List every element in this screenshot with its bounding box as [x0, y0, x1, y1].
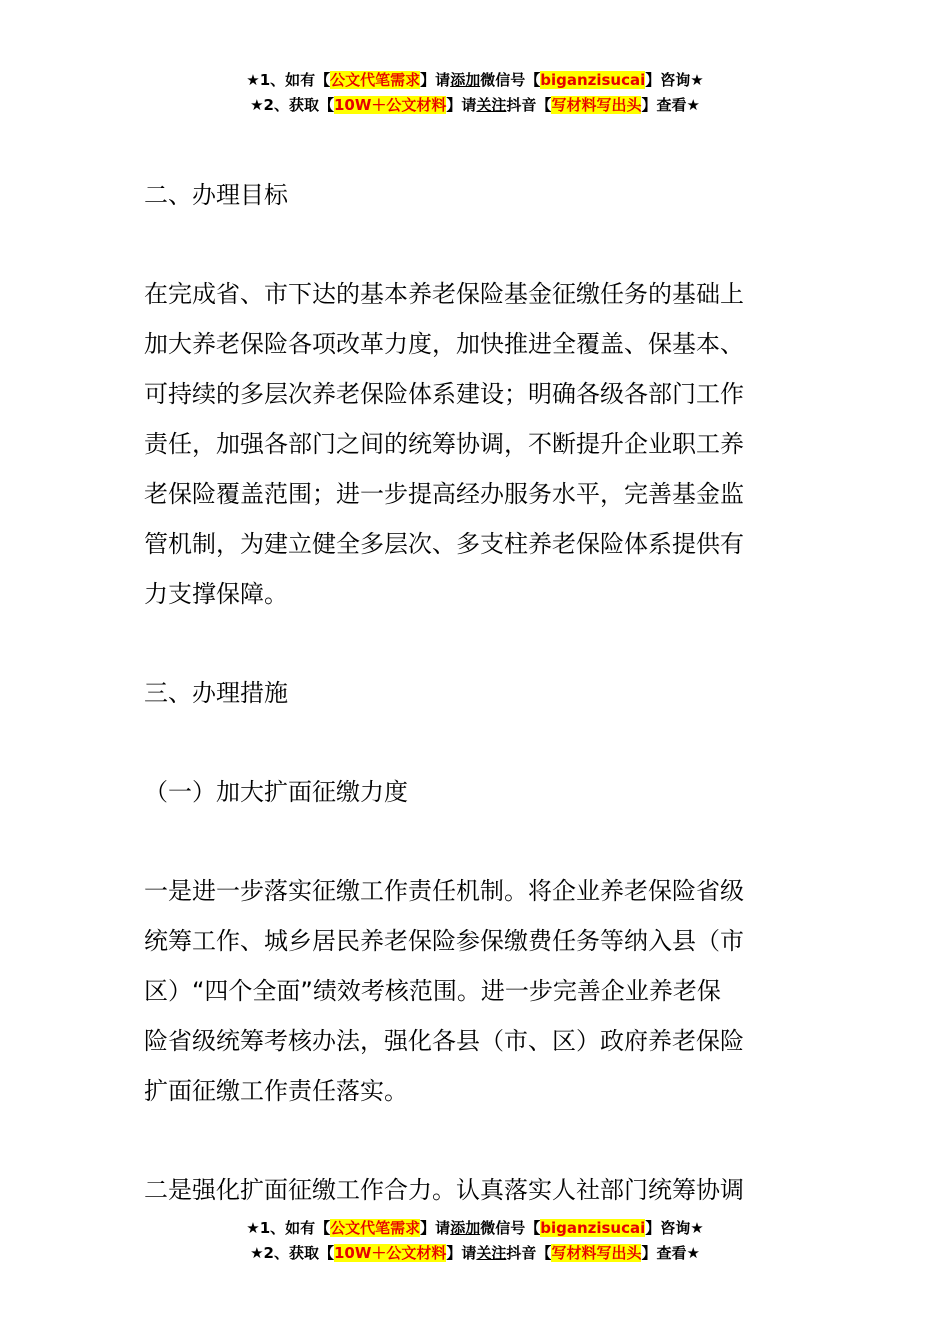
banner-text: 微信号【: [480, 71, 541, 89]
highlight-service: 公文代笔需求: [330, 71, 421, 89]
text-line: 二是强化扩面征缴工作合力。认真落实人社部门统筹协调: [144, 1176, 744, 1204]
subsection-heading: （一）加大扩面征缴力度: [144, 778, 408, 806]
section-heading-goal: 二、办理目标: [144, 181, 288, 209]
highlight-douyin-account: 写材料写出头: [551, 96, 642, 114]
banner-text: 】咨询★: [645, 1219, 704, 1237]
banner-text: ★2、获取【: [250, 1244, 334, 1262]
footer-banner: [0, 1216, 950, 1266]
text-line: 责任，加强各部门之间的统筹协调，不断提升企业职工养: [144, 430, 744, 458]
banner-line-1: [0, 1216, 950, 1241]
banner-text: 】查看★: [641, 1244, 700, 1262]
highlight-service: 公文代笔需求: [330, 1219, 421, 1237]
highlight-wechat-id: biganzisucai: [540, 1219, 646, 1237]
banner-text: ★2、获取【: [250, 96, 334, 114]
underlined-follow: 关注: [476, 1244, 507, 1262]
highlight-douyin-account: 写材料写出头: [551, 1244, 642, 1262]
text-line: 扩面征缴工作责任落实。: [144, 1077, 408, 1105]
text-line: 统筹工作、城乡居民养老保险参保缴费任务等纳入县（市: [144, 927, 744, 955]
measure-paragraph-1: [144, 866, 816, 1116]
text-line: 力支撑保障。: [144, 580, 288, 608]
highlight-wechat-id: biganzisucai: [540, 71, 646, 89]
text-line: 区）“四个全面”绩效考核范围。进一步完善企业养老保: [144, 977, 721, 1005]
text-line: 险省级统筹考核办法，强化各县（市、区）政府养老保险: [144, 1027, 744, 1055]
banner-text: 】请: [446, 96, 477, 114]
banner-text: ★1、如有【: [246, 1219, 331, 1237]
document-body: [144, 170, 816, 1264]
underlined-add: 添加: [450, 1219, 481, 1237]
underlined-follow: 关注: [476, 96, 507, 114]
text-line: 老保险覆盖范围；进一步提高经办服务水平，完善基金监: [144, 480, 744, 508]
measure-paragraph-2: [144, 1165, 816, 1215]
highlight-materials: 10W＋公文材料: [333, 1244, 447, 1262]
banner-text: 抖音【: [506, 1244, 552, 1262]
banner-text: 微信号【: [480, 1219, 541, 1237]
banner-text: 】请: [420, 1219, 451, 1237]
banner-text: 】请: [420, 71, 451, 89]
goal-paragraph: [144, 269, 816, 619]
text-line: 可持续的多层次养老保险体系建设；明确各级各部门工作: [144, 380, 744, 408]
banner-text: ★1、如有【: [246, 71, 331, 89]
text-line: 加大养老保险各项改革力度，加快推进全覆盖、保基本、: [144, 330, 744, 358]
text-line: 在完成省、市下达的基本养老保险基金征缴任务的基础上: [144, 280, 744, 308]
text-line: 管机制，为建立健全多层次、多支柱养老保险体系提供有: [144, 530, 744, 558]
banner-line-1: [0, 68, 950, 93]
section-heading-measures: 三、办理措施: [144, 679, 288, 707]
banner-text: 】咨询★: [645, 71, 704, 89]
banner-text: 抖音【: [506, 96, 552, 114]
underlined-add: 添加: [450, 71, 481, 89]
banner-text: 】请: [446, 1244, 477, 1262]
text-line: 一是进一步落实征缴工作责任机制。将企业养老保险省级: [144, 877, 744, 905]
banner-text: 】查看★: [641, 96, 700, 114]
banner-line-2: [0, 93, 950, 118]
header-banner: [0, 68, 950, 118]
banner-line-2: [0, 1241, 950, 1266]
highlight-materials: 10W＋公文材料: [333, 96, 447, 114]
